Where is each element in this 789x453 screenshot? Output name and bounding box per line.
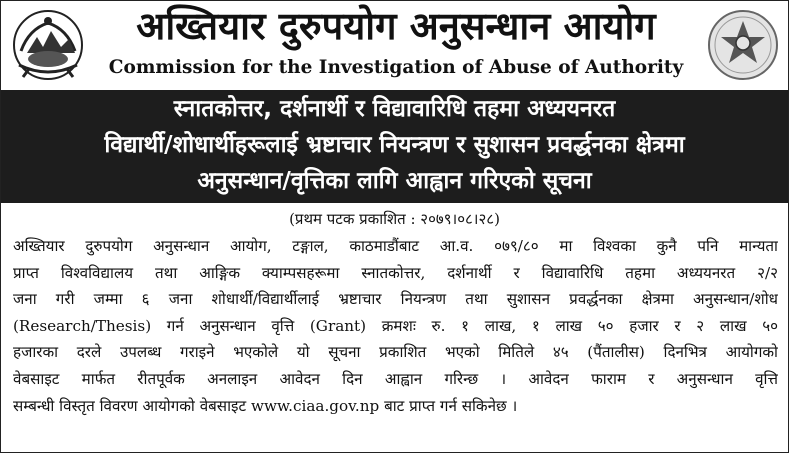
commission-title-english: Commission for the Investigation of Abuse of Authority [108,57,684,78]
ciaa-logo-emblem [705,7,781,83]
notice-body [13,233,778,419]
heading-line-1: स्नातकोत्तर, दर्शनार्थी र विद्यावारिधि तहमा अध्ययनरत [173,96,616,122]
nepal-coat-of-arms-emblem [9,7,87,83]
heading-line-2: विद्यार्थी/शोधार्थीहरूलाई भ्रष्टाचार नियन्त्रण र सुशासन प्रवर्द्धनका क्षेत्रमा [104,132,685,158]
notice-header [1,1,788,89]
body-line-1: अख्तियार दुरुपयोग अनुसन्धान आयोग, टङ्गाल, काठमाडौंबाट आ.व. ०७९/८० मा विश्वका कुनै पनि मान्यता [13,237,778,255]
body-line-6: वेबसाइट मार्फत रीतपूर्वक अनलाइन आवेदन दिन आह्वान गरिन्छ । आवेदन फाराम र अनुसन्धान वृत्ति [13,369,778,388]
publication-date-line: (प्रथम पटक प्रकाशित : २०७९।०८।२८) [289,210,500,228]
body-line-3: जना गरी जम्मा ६ जना शोधार्थी/विद्यार्थीलाई भ्रष्टाचार नियन्त्रण तथा सुशासन प्रवर्द्धनका क्षेत्रमा अनुसन्धान/शोध [13,290,778,309]
body-line-7: सम्बन्धी विस्तृत विवरण आयोगको वेबसाइट www.ciaa.gov.np बाट प्राप्त गर्न सकिनेछ । [13,396,518,415]
notice-heading-banner [1,90,788,203]
body-line-5: हजारका दरले उपलब्ध गराइने भएकोले यो सूचना प्रकाशित भएको मितिले ४५ (पैंतालीस) दिनभित्र आयोगको [13,343,778,362]
body-line-4: (Research/Thesis) गर्न अनुसन्धान वृत्ति (Grant) क्रमशः रु. १ लाख, १ लाख ५० हजार र २ लाख ५० [13,316,778,335]
commission-title-nepali: अख्तियार दुरुपयोग अनुसन्धान आयोग [136,3,656,48]
heading-line-3: अनुसन्धान/वृत्तिका लागि आह्वान गरिएको सूचना [197,168,592,194]
body-line-2: प्राप्त विश्वविद्यालय तथा आङ्गिक क्याम्पसहरूमा स्नातकोत्तर, दर्शनार्थी र विद्यावारिधि तहमा अध्ययनरत २/२ [13,263,778,282]
